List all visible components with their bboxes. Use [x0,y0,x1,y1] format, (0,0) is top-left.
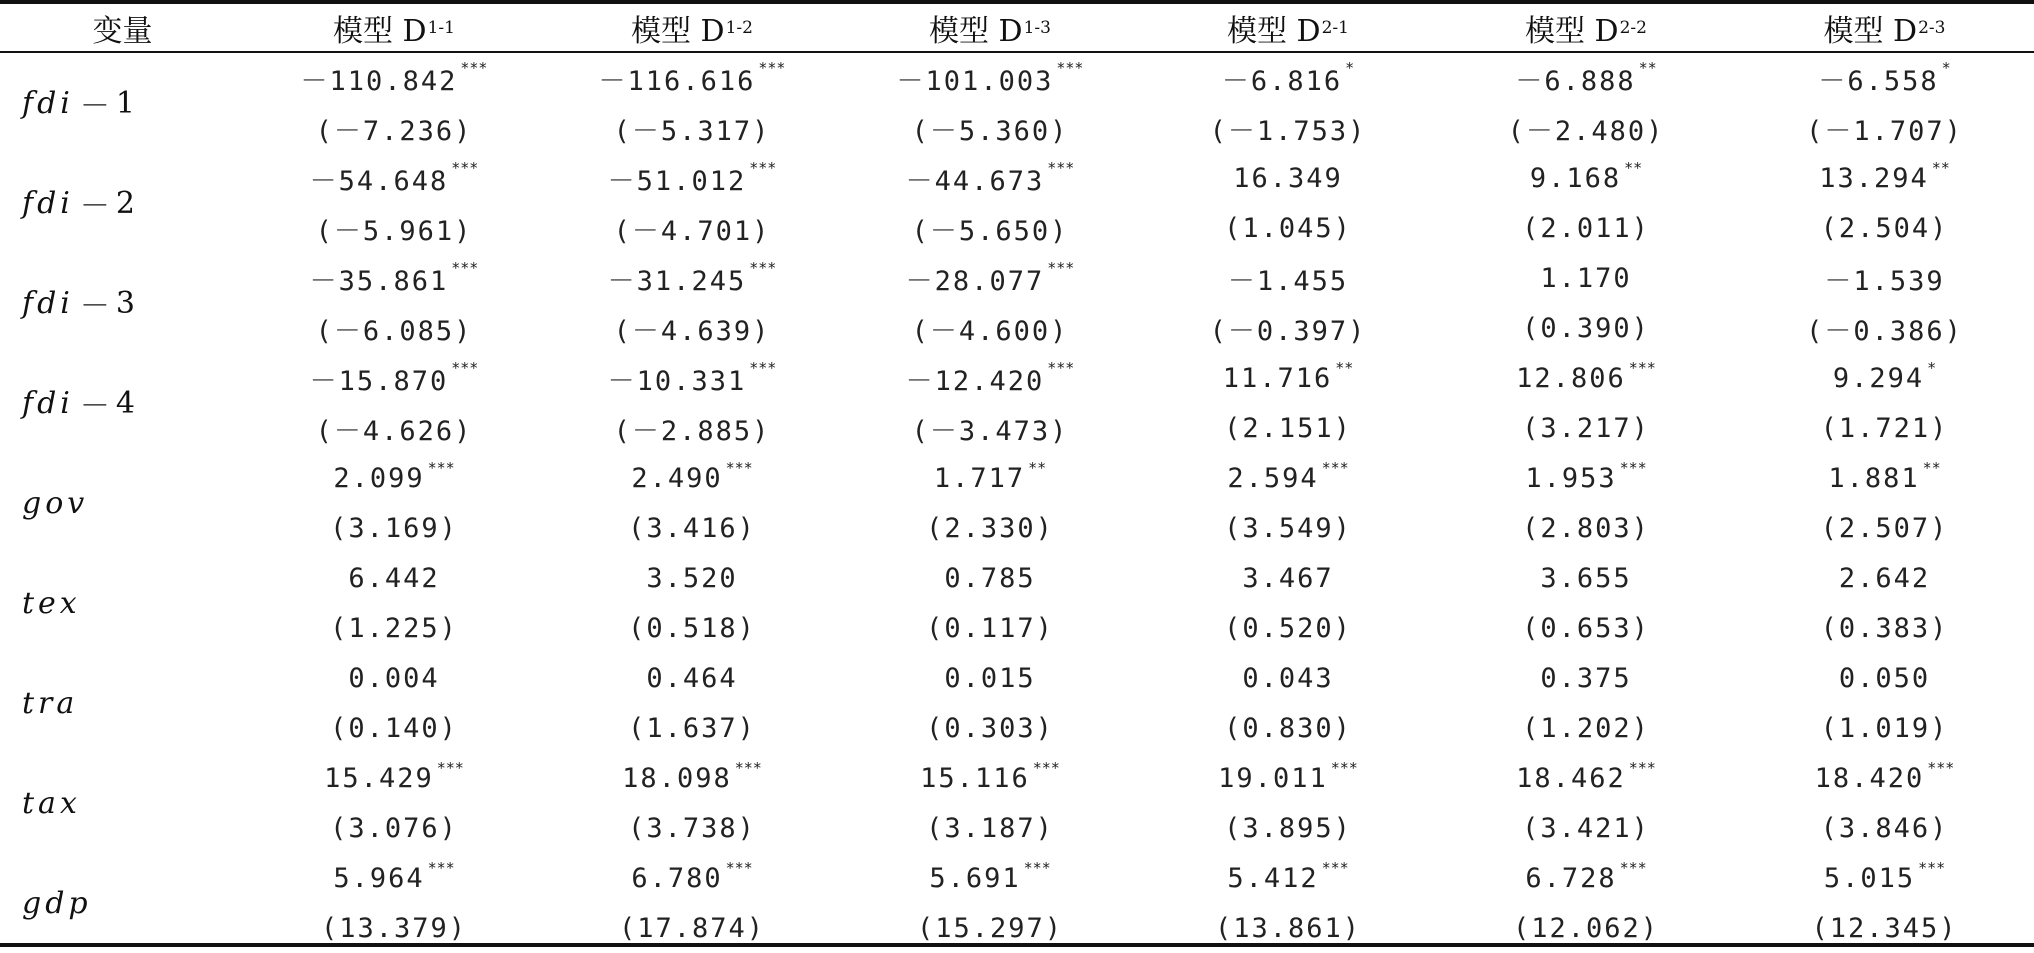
t-statistic-cell: (－4.626) [315,415,473,447]
t-statistic-cell: (－3.473) [911,415,1069,447]
variable-operator: － [79,289,110,324]
coefficient-cell [1437,353,1735,403]
variable-name: fdi [22,385,74,421]
t-statistic-cell: (1.721) [1820,412,1949,444]
t-statistic-cell: (12.062) [1512,912,1660,944]
t-statistic-cell: (0.390) [1522,312,1650,344]
coefficient-value: 18.462 [1516,762,1626,794]
variable-lag: 4 [115,385,135,421]
t-statistic-cell: (2.011) [1522,212,1650,244]
significance-stars: *** [734,759,762,777]
coefficient-cell [841,653,1139,703]
significance-stars: *** [451,259,479,277]
coefficient-value: 3.655 [1540,562,1632,594]
coefficient-value: 0.785 [944,562,1036,594]
t-statistic-cell: (0.518) [628,612,756,644]
coefficient-cell [1139,253,1437,303]
coefficient-value: 3.520 [646,562,738,594]
coefficient-value: －15.870 [309,365,449,397]
row-variable-label [0,253,245,353]
row-variable-label [0,53,245,153]
significance-stars: *** [758,59,786,77]
row-variable-label [0,453,245,553]
t-statistic-cell: (－0.397) [1209,315,1367,347]
coefficient-cell [245,253,543,303]
significance-stars: ** [1931,159,1950,177]
coefficient-value: 5.412 [1227,862,1319,894]
coefficient-cell [1437,153,1735,203]
coefficient-cell [543,353,841,403]
coefficient-cell [1437,253,1735,303]
variable-name: gov [22,485,89,521]
coefficient-value: 6.442 [348,562,440,594]
t-statistic-cell: (0.830) [1224,712,1352,744]
coefficient-cell [841,53,1139,103]
coefficient-cell [245,153,543,203]
coefficient-value: 11.716 [1222,362,1333,394]
coefficient-cell [245,853,543,903]
significance-stars: *** [1032,759,1060,777]
coefficient-value: －6.888 [1515,65,1636,97]
t-statistic-cell: (－1.707) [1806,115,1963,147]
significance-stars: *** [725,459,753,477]
coefficient-cell [1437,53,1735,103]
t-statistic-cell: (1.019) [1820,712,1949,744]
coefficient-value: －44.673 [905,165,1045,197]
significance-stars: *** [427,859,455,877]
header-model-d1-3: 模型 D 1-3 [929,13,1051,49]
significance-stars: *** [1321,459,1349,477]
coefficient-value: 0.043 [1242,662,1334,694]
significance-stars: *** [1927,759,1955,777]
significance-stars: *** [1047,159,1075,177]
row-variable-label [0,653,245,753]
significance-stars: *** [460,59,488,77]
variable-lag: 3 [115,285,135,321]
coefficient-value: 0.015 [944,662,1036,694]
t-statistic-cell: (3.217) [1522,412,1650,444]
coefficient-cell [1139,653,1437,703]
t-statistic-cell: (－5.317) [613,115,771,147]
significance-stars: ** [1335,359,1354,377]
variable-name: fdi [22,85,74,121]
coefficient-value: 12.806 [1516,362,1626,394]
t-statistic-cell: (1.225) [330,612,458,644]
coefficient-value: －31.245 [607,265,747,297]
t-statistic-cell: (3.416) [628,512,756,544]
coefficient-value: 3.467 [1242,562,1334,594]
significance-stars: ** [1624,159,1643,177]
row-variable-label [0,353,245,453]
significance-stars: *** [1628,359,1656,377]
coefficient-cell [1735,653,2034,703]
significance-stars: *** [1619,859,1647,877]
coefficient-cell [543,153,841,203]
coefficient-value: 1.953 [1525,462,1617,494]
coefficient-value: 15.116 [920,762,1030,794]
coefficient-value: 0.464 [646,662,738,694]
t-statistic-cell: (3.076) [330,812,458,844]
coefficient-value: 6.728 [1525,862,1617,894]
coefficient-value: －6.558 [1818,65,1939,97]
t-statistic-cell: (3.846) [1820,812,1949,844]
t-statistic-cell: (3.187) [926,812,1054,844]
significance-stars: *** [1047,359,1075,377]
coefficient-value: 18.098 [622,762,732,794]
significance-stars: ** [1028,459,1047,477]
coefficient-value: 2.594 [1227,462,1319,494]
coefficient-cell [1437,853,1735,903]
significance-stars: * [1941,59,1951,77]
header-model-d2-2: 模型 D 2-2 [1525,13,1647,49]
coefficient-cell [1735,853,2034,903]
coefficient-value: －10.331 [607,365,747,397]
coefficient-value: －6.816 [1221,65,1343,97]
row-variable-label [0,853,245,953]
coefficient-cell [1437,753,1735,803]
coefficient-value: 1.170 [1540,262,1632,294]
coefficient-cell [1437,553,1735,603]
coefficient-value: －1.539 [1824,265,1945,297]
t-statistic-cell: (－4.701) [613,215,771,247]
coefficient-value: 9.168 [1529,162,1622,194]
variable-operator: － [79,389,110,424]
coefficient-cell [543,53,841,103]
coefficient-cell [841,453,1139,503]
coefficient-value: 0.050 [1838,662,1931,694]
coefficient-cell [543,453,841,503]
t-statistic-cell: (－5.360) [911,115,1069,147]
significance-stars: *** [1056,59,1084,77]
t-statistic-cell: (－7.236) [315,115,473,147]
t-statistic-cell: (0.303) [926,712,1054,744]
coefficient-cell [245,553,543,603]
coefficient-value: －51.012 [607,165,747,197]
coefficient-cell [841,553,1139,603]
coefficient-cell [1735,53,2034,103]
t-statistic-cell: (1.202) [1522,712,1650,744]
significance-stars: *** [436,759,464,777]
coefficient-cell [1735,753,2034,803]
coefficient-cell [841,353,1139,403]
variable-lag: 1 [115,85,135,121]
t-statistic-cell: (0.653) [1522,612,1650,644]
t-statistic-cell: (0.140) [330,712,458,744]
variable-name: tex [22,585,81,621]
t-statistic-cell: (3.738) [628,812,756,844]
significance-stars: *** [749,259,777,277]
coefficient-cell [841,753,1139,803]
coefficient-value: 19.011 [1218,762,1328,794]
t-statistic-cell: (－2.885) [613,415,771,447]
significance-stars: *** [1619,459,1647,477]
coefficient-value: －35.861 [309,265,449,297]
coefficient-cell [245,453,543,503]
variable-name: gdp [22,885,92,921]
coefficient-cell [245,353,543,403]
coefficient-value: 1.881 [1828,462,1920,494]
variable-name: fdi [22,285,74,321]
coefficient-value: 16.349 [1233,162,1343,194]
t-statistic-cell: (－4.639) [613,315,771,347]
coefficient-value: 2.099 [333,462,425,494]
coefficient-value: －110.842 [300,65,458,97]
significance-stars: *** [1047,259,1075,277]
variable-operator: － [79,89,110,124]
t-statistic-cell: (－5.650) [911,215,1069,247]
significance-stars: *** [1330,759,1358,777]
significance-stars: *** [427,459,455,477]
coefficient-value: 9.294 [1832,362,1925,394]
coefficient-cell [841,153,1139,203]
t-statistic-cell: (2.330) [926,512,1054,544]
t-statistic-cell: (2.504) [1820,212,1949,244]
t-statistic-cell: (－1.753) [1209,115,1367,147]
coefficient-cell [245,753,543,803]
coefficient-cell [543,253,841,303]
t-statistic-cell: (3.169) [330,512,458,544]
variable-name: tra [22,685,79,721]
coefficient-cell [1139,453,1437,503]
row-variable-label [0,753,245,853]
t-statistic-cell: (－5.961) [315,215,473,247]
t-statistic-cell: (12.345) [1811,912,1958,944]
coefficient-cell [1139,53,1437,103]
t-statistic-cell: (2.507) [1820,512,1949,544]
variable-operator: － [79,189,110,224]
coefficient-cell [1437,653,1735,703]
coefficient-value: 5.964 [333,862,425,894]
t-statistic-cell: (0.117) [926,612,1054,644]
t-statistic-cell: (2.151) [1224,412,1352,444]
t-statistic-cell: (13.379) [320,912,468,944]
coefficient-cell [1735,153,2034,203]
row-variable-label [0,153,245,253]
significance-stars: *** [1628,759,1656,777]
coefficient-cell [1139,353,1437,403]
t-statistic-cell: (2.803) [1522,512,1650,544]
significance-stars: *** [451,159,479,177]
significance-stars: ** [1922,459,1941,477]
coefficient-value: 0.375 [1540,662,1632,694]
header-model-d1-1: 模型 D 1-1 [333,13,455,49]
variable-name: tax [22,785,81,821]
variable-lag: 2 [115,185,135,221]
header-model-d2-1: 模型 D 2-1 [1227,13,1349,49]
coefficient-cell [543,653,841,703]
t-statistic-cell: (3.895) [1224,812,1352,844]
t-statistic-cell: (－4.600) [911,315,1069,347]
t-statistic-cell: (－2.480) [1507,115,1665,147]
significance-stars: *** [1321,859,1349,877]
header-model-d2-3: 模型 D 2-3 [1823,13,1946,49]
coefficient-value: －54.648 [309,165,449,197]
coefficient-value: －28.077 [905,265,1045,297]
coefficient-value: 5.691 [929,862,1021,894]
coefficient-value: 6.780 [631,862,723,894]
coefficient-value: 0.004 [348,662,440,694]
t-statistic-cell: (－0.386) [1806,315,1963,347]
significance-stars: ** [1638,59,1657,77]
coefficient-value: －12.420 [905,365,1045,397]
coefficient-value: 2.490 [631,462,723,494]
significance-stars: * [1927,359,1937,377]
row-variable-label [0,553,245,653]
significance-stars: *** [749,359,777,377]
significance-stars: *** [1918,859,1946,877]
coefficient-value: 15.429 [324,762,434,794]
coefficient-value: 2.642 [1838,562,1931,594]
significance-stars: * [1345,59,1355,77]
coefficient-cell [841,253,1139,303]
coefficient-cell [1735,253,2034,303]
coefficient-value: 18.420 [1814,762,1925,794]
coefficient-cell [1139,153,1437,203]
coefficient-cell [1437,453,1735,503]
coefficient-cell [543,753,841,803]
t-statistic-cell: (1.045) [1224,212,1352,244]
table-bottom-rule [0,943,2034,947]
t-statistic-cell: (－6.085) [315,315,473,347]
t-statistic-cell: (1.637) [628,712,756,744]
coefficient-cell [543,853,841,903]
t-statistic-cell: (3.549) [1224,512,1352,544]
coefficient-cell [1139,853,1437,903]
coefficient-cell [841,853,1139,903]
t-statistic-cell: (0.520) [1224,612,1352,644]
significance-stars: *** [1023,859,1051,877]
significance-stars: *** [749,159,777,177]
variable-name: fdi [22,185,74,221]
t-statistic-cell: (3.421) [1522,812,1650,844]
significance-stars: *** [725,859,753,877]
coefficient-cell [245,53,543,103]
coefficient-cell [1735,553,2034,603]
coefficient-cell [543,553,841,603]
coefficient-cell [1139,553,1437,603]
t-statistic-cell: (17.874) [618,912,766,944]
coefficient-value: －1.455 [1227,265,1349,297]
coefficient-value: －116.616 [598,65,756,97]
header-variable: 变量 [92,13,153,49]
t-statistic-cell: (13.861) [1214,912,1362,944]
coefficient-cell [1139,753,1437,803]
significance-stars: *** [451,359,479,377]
coefficient-value: －101.003 [896,65,1054,97]
coefficient-cell [245,653,543,703]
coefficient-cell [1735,453,2034,503]
coefficient-value: 5.015 [1823,862,1916,894]
t-statistic-cell: (15.297) [916,912,1064,944]
coefficient-cell [1735,353,2034,403]
t-statistic-cell: (0.383) [1820,612,1949,644]
header-model-d1-2: 模型 D 1-2 [631,13,753,49]
coefficient-value: 1.717 [933,462,1026,494]
coefficient-value: 13.294 [1819,162,1929,194]
